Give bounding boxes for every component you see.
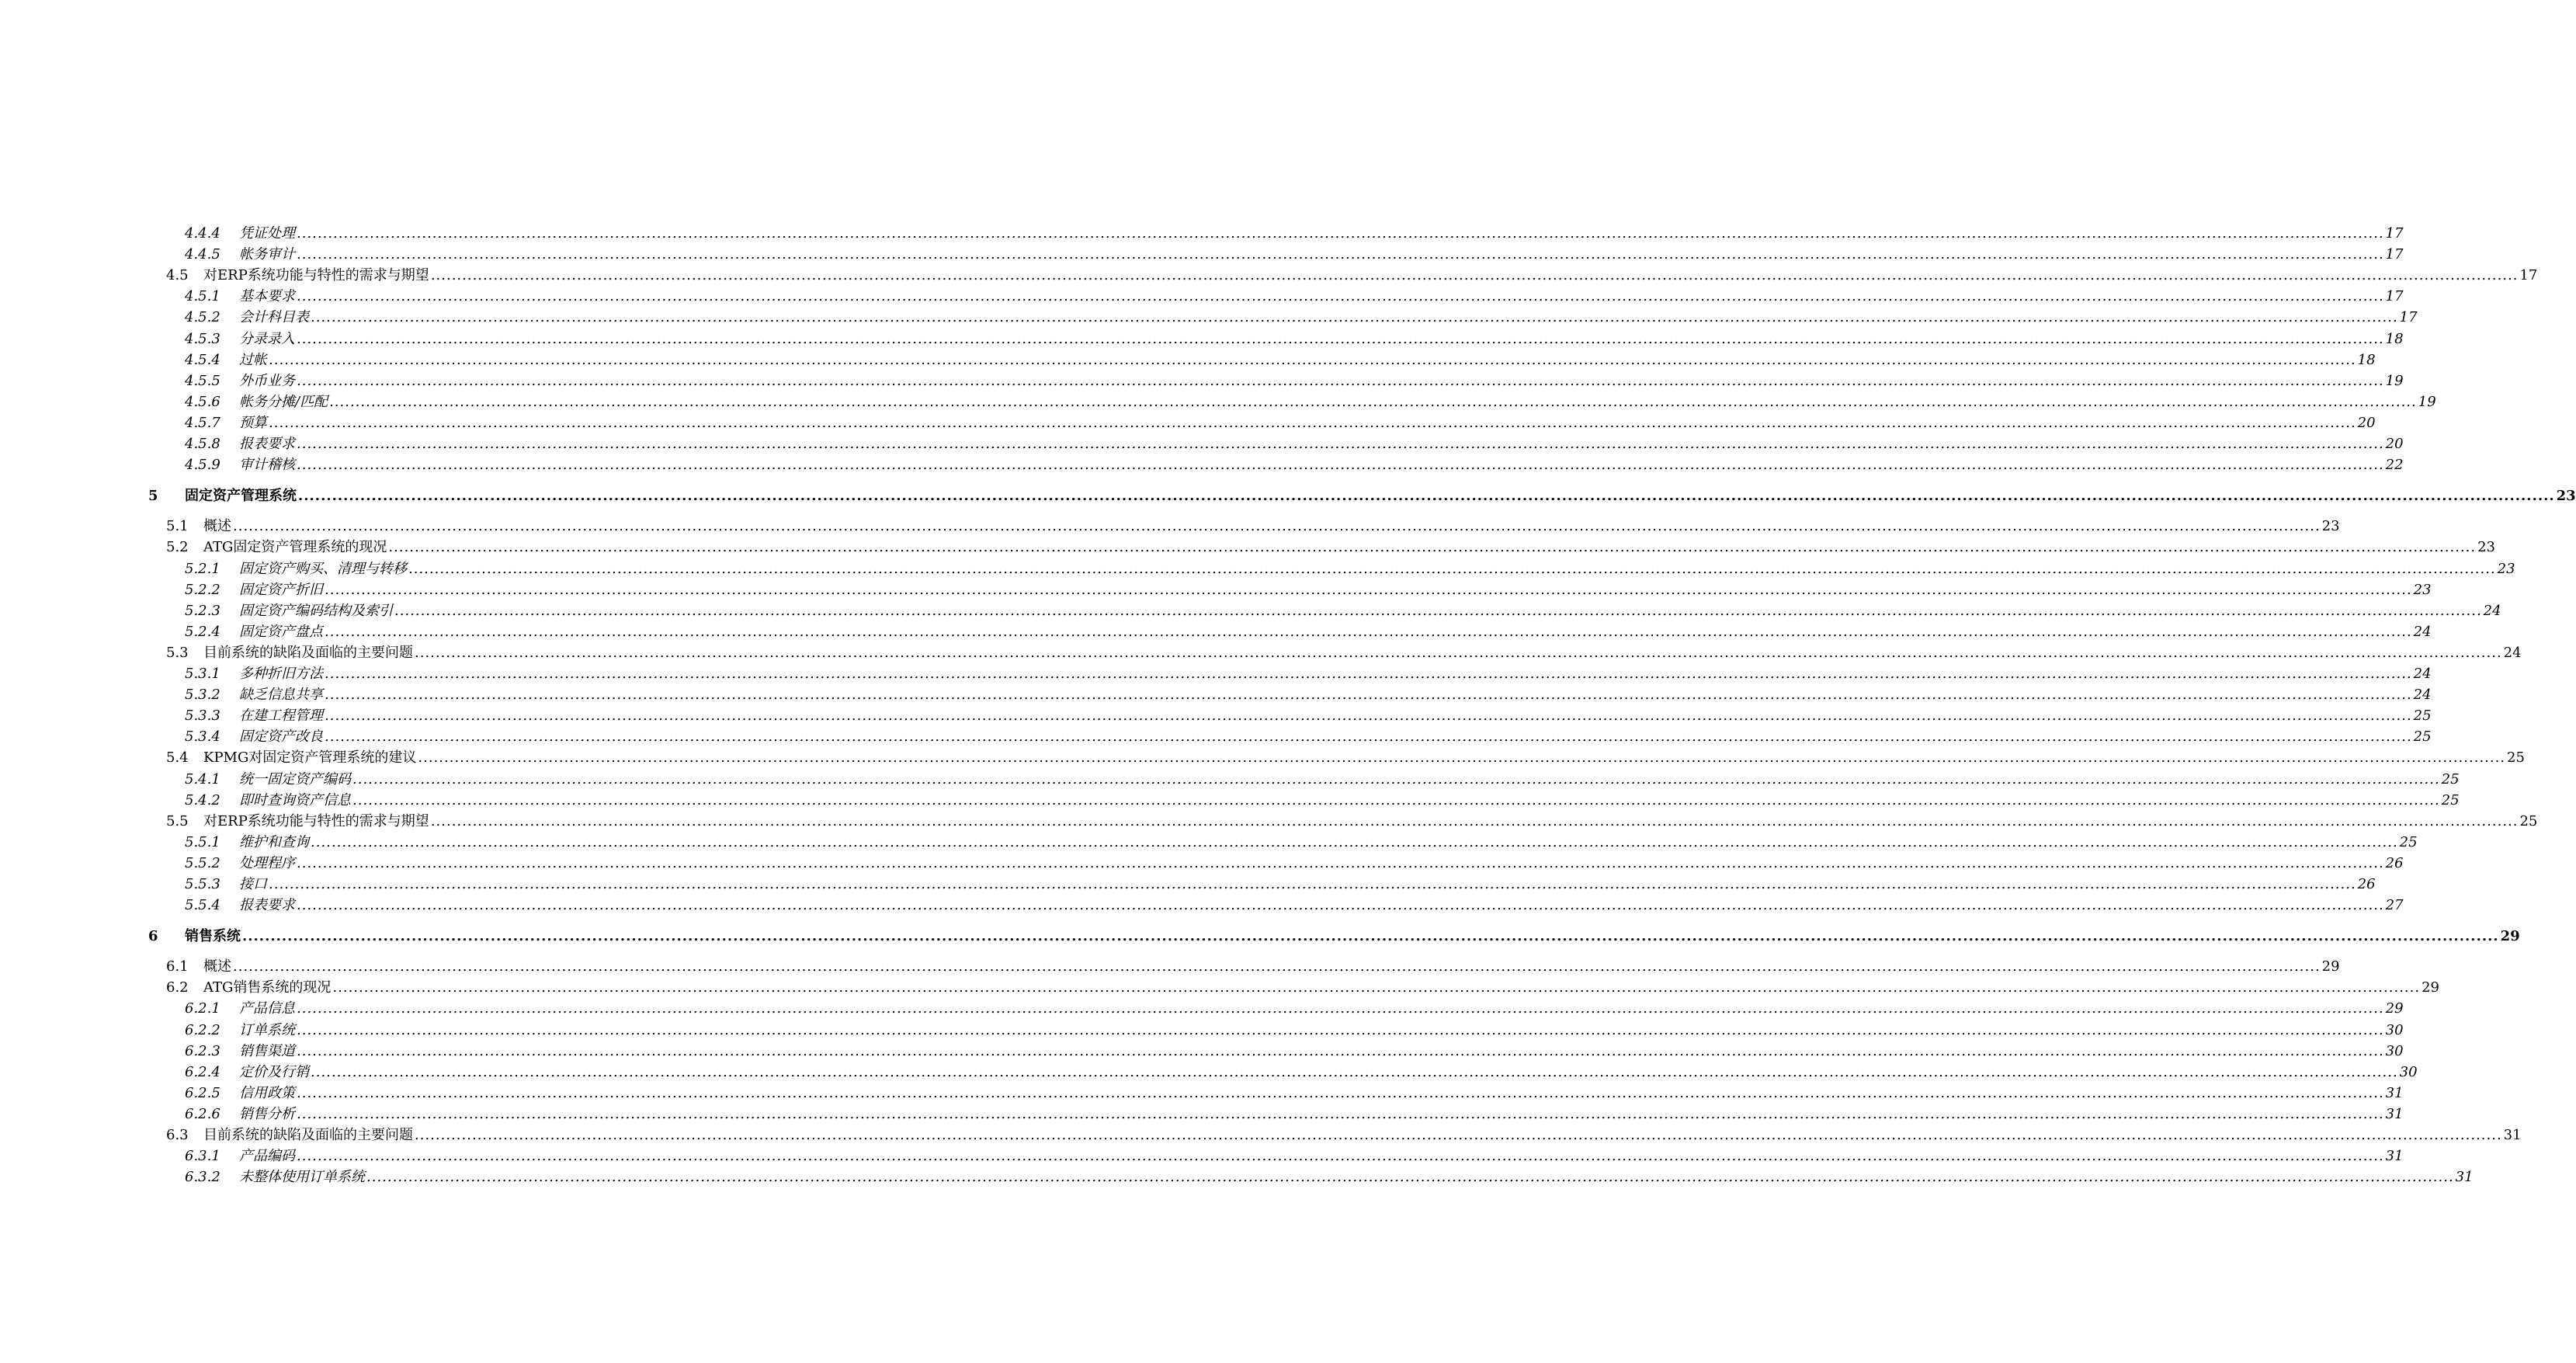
toc-entry — [185, 414, 2376, 433]
toc-entry-page: 25 — [2413, 708, 2432, 724]
toc-dot-leader: ................................................................................................................................................................................................................................................................................................................................................................................................................ — [430, 267, 2519, 283]
toc-entry-page: 23 — [2556, 488, 2576, 504]
toc-entry-number: 4.5.7 — [185, 415, 220, 431]
toc-entry — [185, 833, 2418, 852]
toc-entry-page: 25 — [2441, 792, 2460, 808]
toc-entry-number: 5.3 — [166, 645, 189, 661]
toc-dot-leader: ................................................................................................................................................................................................................................................................................................................................................................................................................ — [297, 373, 2384, 389]
toc-entry-page: 30 — [2385, 1022, 2404, 1038]
toc-entry — [185, 875, 2376, 894]
toc-entry-page: 24 — [2413, 666, 2432, 682]
toc-dot-leader: ................................................................................................................................................................................................................................................................................................................................................................................................................ — [298, 488, 2555, 504]
toc-entry-page: 17 — [2399, 309, 2418, 325]
toc-entry-title: 固定资产盘点 — [239, 624, 323, 640]
toc-dot-leader: ................................................................................................................................................................................................................................................................................................................................................................................................................ — [329, 394, 2417, 410]
toc-entry-number: 5.3.4 — [185, 728, 220, 745]
toc-entry-number: 5.2.2 — [185, 582, 220, 598]
toc-entry-page: 30 — [2385, 1043, 2404, 1059]
toc-dot-leader: ................................................................................................................................................................................................................................................................................................................................................................................................................ — [297, 457, 2384, 473]
toc-entry-page: 23 — [2497, 561, 2515, 577]
toc-entry — [185, 707, 2432, 725]
toc-entry — [166, 1126, 2522, 1145]
toc-dot-leader: ................................................................................................................................................................................................................................................................................................................................................................................................................ — [297, 1043, 2384, 1059]
toc-entry-number: 6.2.5 — [185, 1085, 220, 1101]
toc-dot-leader: ................................................................................................................................................................................................................................................................................................................................................................................................................ — [269, 415, 2356, 431]
toc-entry-title: 多种折旧方法 — [239, 666, 323, 682]
toc-entry — [185, 287, 2404, 306]
toc-dot-leader: ................................................................................................................................................................................................................................................................................................................................................................................................................ — [408, 561, 2496, 577]
toc-entry-title: 信用政策 — [239, 1085, 295, 1101]
toc-entry-title: 接口 — [239, 876, 267, 892]
toc-entry-title: 对ERP系统功能与特性的需求与期望 — [203, 813, 429, 829]
toc-entry-page: 20 — [2385, 436, 2404, 452]
toc-entry-page: 18 — [2385, 331, 2404, 347]
toc-entry-page: 17 — [2519, 267, 2538, 283]
toc-entry — [166, 979, 2439, 997]
toc-entry-number: 5.4.2 — [185, 792, 220, 808]
toc-entry-number: 5.2.1 — [185, 561, 220, 577]
toc-entry-title: 固定资产折旧 — [239, 582, 323, 598]
toc-entry — [185, 435, 2404, 454]
toc-entry-page: 29 — [2385, 1000, 2404, 1017]
toc-entry-title: 未整体使用订单系统 — [239, 1169, 365, 1185]
toc-entry-page: 29 — [2321, 958, 2340, 975]
toc-dot-leader: ................................................................................................................................................................................................................................................................................................................................................................................................................ — [233, 958, 2321, 975]
toc-entry-number: 4.5.1 — [185, 288, 220, 304]
toc-entry — [185, 1084, 2404, 1103]
toc-entry-page: 17 — [2385, 225, 2404, 242]
toc-entry-number: 4.5.8 — [185, 436, 220, 452]
toc-entry — [185, 456, 2404, 475]
toc-entry-page: 19 — [2385, 373, 2404, 389]
toc-entry-number: 6.2.2 — [185, 1022, 220, 1038]
toc-entry-number: 6.2.4 — [185, 1064, 220, 1080]
toc-entry-title: 报表要求 — [239, 897, 295, 913]
toc-entry — [185, 372, 2404, 391]
toc-entry-title: 帐务审计 — [239, 246, 295, 263]
toc-entry-page: 24 — [2413, 624, 2432, 640]
toc-entry-title: 凭证处理 — [239, 225, 295, 242]
toc-entry-page: 25 — [2507, 749, 2525, 766]
toc-entry-title: 目前系统的缺陷及面临的主要问题 — [203, 1127, 413, 1143]
toc-entry-page: 29 — [2500, 928, 2520, 944]
toc-entry-number: 5.5 — [166, 813, 189, 829]
toc-entry-title: 基本要求 — [239, 288, 295, 304]
toc-entry-title: 固定资产改良 — [239, 728, 323, 745]
toc-entry-title: 审计稽核 — [239, 457, 295, 473]
toc-entry-number: 5.5.1 — [185, 834, 220, 850]
toc-dot-leader: ................................................................................................................................................................................................................................................................................................................................................................................................................ — [297, 1148, 2384, 1164]
toc-entry-number: 6.1 — [166, 958, 189, 975]
toc-entry-title: 产品编码 — [239, 1148, 295, 1164]
toc-entry-page: 29 — [2422, 979, 2439, 996]
toc-entry — [185, 623, 2432, 642]
toc-entry-title: 会计科目表 — [239, 309, 309, 325]
toc-entry-title: 销售渠道 — [239, 1043, 295, 1059]
toc-entry-page: 17 — [2385, 288, 2404, 304]
toc-entry-title: ATG销售系统的现况 — [203, 979, 332, 996]
toc-entry-number: 5.4 — [166, 749, 189, 766]
toc-entry-page: 31 — [2385, 1085, 2404, 1101]
toc-dot-leader: ................................................................................................................................................................................................................................................................................................................................................................................................................ — [242, 928, 2499, 944]
toc-dot-leader: ................................................................................................................................................................................................................................................................................................................................................................................................................ — [269, 876, 2356, 892]
toc-entry — [185, 1168, 2474, 1187]
toc-entry-page: 26 — [2385, 855, 2404, 871]
toc-entry-title: 对ERP系统功能与特性的需求与期望 — [203, 267, 429, 283]
toc-dot-leader: ................................................................................................................................................................................................................................................................................................................................................................................................................ — [297, 1000, 2384, 1017]
toc-entry — [185, 686, 2432, 704]
toc-entry — [185, 1042, 2404, 1061]
toc-dot-leader: ................................................................................................................................................................................................................................................................................................................................................................................................................ — [297, 331, 2384, 347]
toc-entry-page: 17 — [2385, 246, 2404, 263]
toc-entry-number: 6.3 — [166, 1127, 189, 1143]
toc-dot-leader: ................................................................................................................................................................................................................................................................................................................................................................................................................ — [325, 624, 2412, 640]
toc-dot-leader: ................................................................................................................................................................................................................................................................................................................................................................................................................ — [311, 834, 2398, 850]
toc-dot-leader: ................................................................................................................................................................................................................................................................................................................................................................................................................ — [332, 979, 2421, 996]
toc-dot-leader: ................................................................................................................................................................................................................................................................................................................................................................................................................ — [366, 1169, 2454, 1185]
toc-entry-number: 5.2.3 — [185, 603, 220, 619]
toc-entry — [185, 560, 2515, 579]
toc-entry — [166, 538, 2495, 557]
toc-dot-leader: ................................................................................................................................................................................................................................................................................................................................................................................................................ — [415, 1127, 2502, 1143]
toc-dot-leader: ................................................................................................................................................................................................................................................................................................................................................................................................................ — [233, 518, 2321, 534]
toc-entry — [185, 393, 2436, 412]
toc-entry-page: 25 — [2441, 771, 2460, 788]
toc-entry-page: 27 — [2385, 897, 2404, 913]
toc-entry-page: 25 — [2413, 728, 2432, 745]
toc-entry-number: 5.5.4 — [185, 897, 220, 913]
toc-entry — [166, 749, 2525, 767]
toc-dot-leader: ................................................................................................................................................................................................................................................................................................................................................................................................................ — [297, 436, 2384, 452]
toc-entry — [185, 330, 2404, 349]
toc-entry-title: 固定资产购买、清理与转移 — [239, 561, 407, 577]
toc-entry-number: 4.5.6 — [185, 394, 220, 410]
toc-dot-leader: ................................................................................................................................................................................................................................................................................................................................................................................................................ — [325, 687, 2412, 703]
toc-entry-number: 6 — [148, 928, 158, 944]
toc-entry — [185, 224, 2404, 243]
toc-entry — [166, 958, 2340, 976]
toc-entry-title: 销售系统 — [185, 928, 241, 944]
toc-dot-leader: ................................................................................................................................................................................................................................................................................................................................................................................................................ — [418, 749, 2506, 766]
toc-entry-number: 5.4.1 — [185, 771, 220, 788]
toc-dot-leader: ................................................................................................................................................................................................................................................................................................................................................................................................................ — [394, 603, 2482, 619]
toc-entry — [185, 1021, 2404, 1040]
toc-entry-number: 4.4.5 — [185, 246, 220, 263]
toc-entry — [185, 1147, 2404, 1166]
toc-entry — [185, 665, 2432, 683]
toc-entry-title: 即时查询资产信息 — [239, 792, 351, 808]
toc-entry-number: 6.3.2 — [185, 1169, 220, 1185]
toc-entry-number: 5 — [148, 488, 158, 504]
toc-entry — [185, 896, 2404, 915]
toc-entry — [185, 602, 2501, 621]
toc-entry — [166, 517, 2340, 536]
toc-entry-number: 5.2.4 — [185, 624, 220, 640]
toc-entry-page: 18 — [2357, 352, 2376, 368]
toc-dot-leader: ................................................................................................................................................................................................................................................................................................................................................................................................................ — [297, 225, 2384, 242]
toc-entry-title: 在建工程管理 — [239, 708, 323, 724]
toc-entry-number: 5.2 — [166, 539, 189, 555]
toc-entry — [166, 266, 2538, 285]
toc-entry-number: 4.5.4 — [185, 352, 220, 368]
toc-dot-leader: ................................................................................................................................................................................................................................................................................................................................................................................................................ — [297, 1085, 2384, 1101]
toc-entry-page: 24 — [2483, 603, 2501, 619]
toc-dot-leader: ................................................................................................................................................................................................................................................................................................................................................................................................................ — [297, 246, 2384, 263]
toc-entry-title: 外币业务 — [239, 373, 295, 389]
toc-dot-leader: ................................................................................................................................................................................................................................................................................................................................................................................................................ — [311, 309, 2398, 325]
toc-entry-page: 19 — [2418, 394, 2436, 410]
toc-entry-number: 6.2.6 — [185, 1106, 220, 1122]
toc-entry — [166, 812, 2538, 831]
toc-entry-page: 26 — [2357, 876, 2376, 892]
toc-entry-number: 5.3.3 — [185, 708, 220, 724]
toc-entry-title: 过帐 — [239, 352, 267, 368]
toc-dot-leader: ................................................................................................................................................................................................................................................................................................................................................................................................................ — [297, 1022, 2384, 1038]
toc-entry-number: 6.3.1 — [185, 1148, 220, 1164]
toc-entry-page: 20 — [2357, 415, 2376, 431]
toc-entry-title: KPMG对固定资产管理系统的建议 — [203, 749, 417, 766]
toc-entry-page: 31 — [2385, 1148, 2404, 1164]
toc-entry-title: ATG固定资产管理系统的现况 — [203, 539, 387, 555]
toc-entry-title: 处理程序 — [239, 855, 295, 871]
toc-dot-leader: ................................................................................................................................................................................................................................................................................................................................................................................................................ — [325, 666, 2412, 682]
toc-entry — [185, 728, 2432, 746]
toc-dot-leader: ................................................................................................................................................................................................................................................................................................................................................................................................................ — [297, 288, 2384, 304]
toc-dot-leader: ................................................................................................................................................................................................................................................................................................................................................................................................................ — [297, 855, 2384, 871]
toc-entry-number: 6.2.3 — [185, 1043, 220, 1059]
toc-entry-title: 目前系统的缺陷及面临的主要问题 — [203, 645, 413, 661]
toc-entry — [185, 308, 2418, 327]
toc-entry-page: 25 — [2519, 813, 2538, 829]
toc-entry-page: 30 — [2399, 1064, 2418, 1080]
toc-entry-title: 固定资产管理系统 — [185, 488, 297, 504]
toc-dot-leader: ................................................................................................................................................................................................................................................................................................................................................................................................................ — [388, 539, 2477, 555]
toc-entry — [185, 1063, 2418, 1082]
toc-entry — [185, 1000, 2404, 1018]
toc-entry — [185, 791, 2460, 810]
toc-entry-title: 预算 — [239, 415, 267, 431]
toc-entry-number: 4.4.4 — [185, 225, 220, 242]
toc-entry-title: 帐务分摊/匹配 — [239, 394, 328, 410]
toc-entry-number: 4.5.3 — [185, 331, 220, 347]
toc-entry — [185, 1105, 2404, 1124]
toc-entry-title: 概述 — [203, 518, 231, 534]
toc-entry-title: 统一固定资产编码 — [239, 771, 351, 788]
toc-dot-leader: ................................................................................................................................................................................................................................................................................................................................................................................................................ — [297, 1106, 2384, 1122]
toc-entry-page: 23 — [2477, 539, 2495, 555]
toc-entry-number: 5.5.3 — [185, 876, 220, 892]
toc-entry-number: 5.1 — [166, 518, 189, 534]
toc-entry — [185, 581, 2432, 600]
toc-dot-leader: ................................................................................................................................................................................................................................................................................................................................................................................................................ — [297, 897, 2384, 913]
toc-entry-number: 4.5.9 — [185, 457, 220, 473]
toc-dot-leader: ................................................................................................................................................................................................................................................................................................................................................................................................................ — [352, 771, 2440, 788]
toc-entry-title: 销售分析 — [239, 1106, 295, 1122]
toc-dot-leader: ................................................................................................................................................................................................................................................................................................................................................................................................................ — [352, 792, 2440, 808]
toc-entry-title: 定价及行销 — [239, 1064, 309, 1080]
toc-dot-leader: ................................................................................................................................................................................................................................................................................................................................................................................................................ — [430, 813, 2519, 829]
toc-entry-title: 分录录入 — [239, 331, 295, 347]
toc-entry-title: 报表要求 — [239, 436, 295, 452]
toc-entry-number: 5.3.2 — [185, 687, 220, 703]
toc-entry-page: 31 — [2385, 1106, 2404, 1122]
toc-entry-title: 订单系统 — [239, 1022, 295, 1038]
toc-entry-title: 产品信息 — [239, 1000, 295, 1017]
toc-entry-title: 维护和查询 — [239, 834, 309, 850]
toc-entry — [185, 770, 2460, 789]
toc-dot-leader: ................................................................................................................................................................................................................................................................................................................................................................................................................ — [325, 708, 2412, 724]
toc-entry-page: 22 — [2385, 457, 2404, 473]
toc-entry — [185, 351, 2376, 370]
toc-entry — [166, 644, 2522, 662]
toc-entry-page: 24 — [2503, 645, 2522, 661]
toc-dot-leader: ................................................................................................................................................................................................................................................................................................................................................................................................................ — [325, 582, 2412, 598]
toc-entry-page: 23 — [2321, 518, 2340, 534]
toc-entry — [185, 245, 2404, 264]
toc-entry-page: 31 — [2503, 1127, 2522, 1143]
toc-entry-page: 31 — [2455, 1169, 2474, 1185]
toc-entry — [185, 854, 2404, 873]
toc-entry-number: 5.5.2 — [185, 855, 220, 871]
toc-entry-page: 25 — [2399, 834, 2418, 850]
toc-dot-leader: ................................................................................................................................................................................................................................................................................................................................................................................................................ — [311, 1064, 2398, 1080]
toc-entry-number: 6.2.1 — [185, 1000, 220, 1017]
toc-entry-number: 5.3.1 — [185, 666, 220, 682]
toc-entry-page: 23 — [2413, 582, 2432, 598]
toc-dot-leader: ................................................................................................................................................................................................................................................................................................................................................................................................................ — [415, 645, 2502, 661]
toc-chapter-entry — [148, 927, 2520, 946]
toc-entry-title: 概述 — [203, 958, 231, 975]
toc-dot-leader: ................................................................................................................................................................................................................................................................................................................................................................................................................ — [325, 728, 2412, 745]
toc-entry-number: 6.2 — [166, 979, 189, 996]
toc-entry-number: 4.5 — [166, 267, 189, 283]
toc-entry-title: 缺乏信息共享 — [239, 687, 323, 703]
toc-entry-number: 4.5.2 — [185, 309, 220, 325]
toc-chapter-entry — [148, 487, 2576, 506]
toc-dot-leader: ................................................................................................................................................................................................................................................................................................................................................................................................................ — [269, 352, 2356, 368]
toc-entry-page: 24 — [2413, 687, 2432, 703]
toc-entry-title: 固定资产编码结构及索引 — [239, 603, 393, 619]
toc-entry-number: 4.5.5 — [185, 373, 220, 389]
